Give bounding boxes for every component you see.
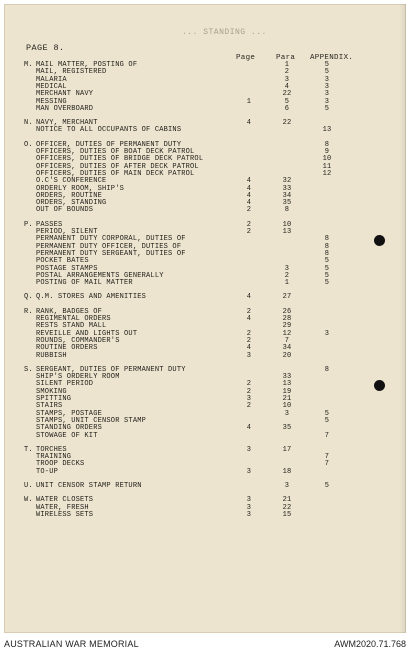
entry-page: 4 [246, 315, 252, 323]
entry-label: REVEILLE AND LIGHTS OUT [36, 329, 138, 338]
entry-appendix: 5 [324, 482, 330, 490]
entry-page: 4 [246, 191, 252, 200]
entry-label: POSTAL ARRANGEMENTS GENERALLY [36, 271, 164, 280]
entry-para: 29 [282, 322, 292, 331]
entry-page: 3 [246, 496, 252, 505]
entry-letter: M. [24, 61, 33, 69]
entry-label: SPITTING [36, 395, 72, 403]
entry-letter: W. [24, 496, 33, 505]
entry-para: 12 [282, 329, 292, 338]
entry-page: 2 [246, 336, 252, 345]
entry-label: OFFICERS, DUTIES OF MAIN DECK PATROL [36, 169, 195, 178]
entry-para: 33 [282, 373, 292, 382]
entry-letter: N. [24, 119, 33, 128]
entry-para: 35 [282, 424, 292, 433]
index-entry [4, 126, 406, 134]
entry-para: 21 [282, 395, 292, 403]
entry-page: 4 [246, 293, 252, 302]
entry-label: NOTICE TO ALL OCCUPANTS OF CABINS [36, 126, 182, 135]
entry-label: POSTAGE STAMPS [36, 264, 98, 273]
entry-para: 3 [284, 264, 290, 273]
entry-para: 28 [282, 315, 292, 323]
entry-letter: U. [24, 482, 33, 490]
header-smudge: ... STANDING ... [182, 28, 267, 37]
footer-bar [0, 634, 412, 653]
entry-page: 2 [246, 206, 252, 215]
entry-appendix: 13 [322, 126, 332, 135]
entry-label: STAIRS [36, 402, 63, 411]
entry-para: 22 [282, 90, 292, 99]
entry-page: 2 [246, 402, 252, 411]
entry-label: RUBBISH [36, 351, 67, 360]
entry-appendix: 12 [322, 169, 332, 178]
entry-label: ORDERLY ROOM, SHIP'S [36, 184, 125, 193]
entry-page: 4 [246, 424, 252, 433]
entry-label: STANDING ORDERS [36, 424, 103, 433]
entry-para: 8 [284, 206, 290, 215]
entry-page: 3 [246, 445, 252, 454]
entry-appendix: 8 [324, 242, 330, 251]
entry-letter: S. [24, 365, 33, 374]
entry-para: 35 [282, 199, 292, 208]
punch-hole-upper [374, 235, 385, 246]
entry-appendix: 3 [324, 90, 330, 99]
index-entry [4, 352, 406, 360]
entry-appendix: 3 [324, 82, 330, 91]
entry-label: PERMANENT DUTY SERGEANT, DUTIES OF [36, 249, 186, 258]
entry-label: RESTS STAND MALL [36, 322, 107, 331]
entry-page: 2 [246, 380, 252, 389]
entry-page: 4 [246, 184, 252, 193]
entry-label: WIRELESS SETS [36, 510, 94, 519]
entry-page: 2 [246, 228, 252, 236]
entry-label: TO-UP [36, 467, 59, 476]
footer-catalogue-number: AWM2020.71.768 [334, 639, 406, 649]
entry-appendix: 5 [324, 271, 330, 280]
entry-para: 3 [284, 409, 290, 418]
entry-appendix: 5 [324, 416, 330, 425]
entry-label: STAMPS, UNIT CENSOR STAMP [36, 416, 147, 425]
column-header-page: Page [236, 54, 256, 62]
entry-label: ROUNDS, COMMANDER'S [36, 336, 120, 345]
entry-label: MEDICAL [36, 82, 67, 91]
entry-page: 3 [246, 351, 252, 360]
entry-page: 3 [246, 510, 252, 519]
column-header-appendix: APPENDIX. [310, 54, 354, 62]
entry-para: 20 [282, 351, 292, 360]
entry-para: 18 [282, 467, 292, 476]
entry-label: TORCHES [36, 445, 67, 454]
entry-appendix: 11 [322, 162, 332, 171]
entry-para: 33 [282, 184, 292, 193]
entry-para: 10 [282, 220, 292, 229]
entry-label: ROUTINE ORDERS [36, 344, 98, 353]
entry-label: WATER CLOSETS [36, 496, 94, 505]
punch-hole-lower [374, 380, 385, 391]
entry-label: TROOP DECKS [36, 460, 85, 469]
entry-para: 3 [284, 75, 290, 84]
entry-label: PERMANENT DUTY OFFICER, DUTIES OF [36, 242, 182, 251]
entry-label: SERGEANT, DUTIES OF PERMANENT DUTY [36, 365, 186, 374]
page-label: PAGE 8. [26, 43, 65, 53]
entry-label: STOWAGE OF KIT [36, 431, 98, 440]
entry-para: 13 [282, 228, 292, 236]
entry-para: 7 [284, 336, 290, 345]
entry-letter: Q. [24, 293, 33, 302]
entry-appendix: 5 [324, 257, 330, 266]
entry-appendix: 8 [324, 249, 330, 258]
footer-institution: AUSTRALIAN WAR MEMORIAL [4, 639, 139, 649]
entry-label: RANK, BADGES OF [36, 307, 103, 316]
entry-para: 32 [282, 177, 292, 186]
entry-page: 1 [246, 97, 252, 106]
entry-page: 4 [246, 119, 252, 128]
index-entry [4, 206, 406, 214]
entry-appendix: 5 [324, 61, 330, 69]
entry-label: MALARIA [36, 75, 67, 84]
entry-label: MERCHANT NAVY [36, 90, 94, 99]
entry-appendix: 5 [324, 104, 330, 113]
column-header-para: Para [276, 54, 296, 62]
entry-para: 19 [282, 387, 292, 396]
entry-appendix: 7 [324, 453, 330, 462]
index-entry [4, 279, 406, 287]
entry-label: OFFICERS, DUTIES OF BOAT DECK PATROL [36, 148, 195, 156]
entry-appendix: 5 [324, 279, 330, 288]
document-page [4, 4, 406, 633]
entry-appendix: 5 [324, 68, 330, 77]
entry-page: 2 [246, 307, 252, 316]
entry-label: MAIL MATTER, POSTING OF [36, 61, 138, 69]
entry-appendix: 9 [324, 148, 330, 156]
entry-para: 26 [282, 307, 292, 316]
index-entry [4, 105, 406, 113]
entry-para: 34 [282, 344, 292, 353]
entry-page: 3 [246, 503, 252, 512]
entry-para: 34 [282, 191, 292, 200]
entry-appendix: 5 [324, 264, 330, 273]
entry-label: OFFICER, DUTIES OF PERMANENT DUTY [36, 140, 182, 149]
index-entry [4, 511, 406, 519]
entry-page: 3 [246, 467, 252, 476]
entry-para: 2 [284, 271, 290, 280]
entry-label: STAMPS, POSTAGE [36, 409, 103, 418]
entry-para: 22 [282, 503, 292, 512]
entry-label: UNIT CENSOR STAMP RETURN [36, 482, 142, 490]
entry-appendix: 7 [324, 431, 330, 440]
entry-label: OFFICERS, DUTIES OF AFTER DECK PATROL [36, 162, 199, 171]
entry-para: 2 [284, 68, 290, 77]
entry-appendix: 7 [324, 460, 330, 469]
index-entry [4, 432, 406, 440]
entry-label: MESSING [36, 97, 67, 106]
entry-para: 15 [282, 510, 292, 519]
entry-para: 22 [282, 119, 292, 128]
entry-label: OUT OF BOUNDS [36, 206, 94, 215]
index-entry [4, 293, 406, 301]
entry-label: MAN OVERBOARD [36, 104, 94, 113]
entry-label: O.C'S CONFERENCE [36, 177, 107, 186]
entry-para: 27 [282, 293, 292, 302]
entry-appendix: 8 [324, 140, 330, 149]
entry-label: REGIMENTAL ORDERS [36, 315, 111, 323]
entry-appendix: 3 [324, 329, 330, 338]
entry-label: PERIOD, SILENT [36, 228, 98, 236]
entry-label: POSTING OF MAIL MATTER [36, 279, 133, 288]
entry-para: 1 [284, 61, 290, 69]
entry-page: 2 [246, 220, 252, 229]
entry-page: 2 [246, 387, 252, 396]
entry-label: WATER, FRESH [36, 503, 89, 512]
entry-appendix: 3 [324, 75, 330, 84]
entry-label: MAIL, REGISTERED [36, 68, 107, 77]
entry-letter: T. [24, 445, 33, 454]
entry-label: ORDERS, ROUTINE [36, 191, 103, 200]
entry-para: 21 [282, 496, 292, 505]
entry-label: TRAINING [36, 453, 72, 462]
entry-para: 3 [284, 482, 290, 490]
entry-para: 17 [282, 445, 292, 454]
entry-label: NAVY, MERCHANT [36, 119, 98, 128]
entry-label: SILENT PERIOD [36, 380, 94, 389]
entry-label: SHIP'S ORDERLY ROOM [36, 373, 120, 382]
entry-para: 5 [284, 97, 290, 106]
entry-page: 3 [246, 395, 252, 403]
entry-page: 4 [246, 199, 252, 208]
entry-para: 13 [282, 380, 292, 389]
entry-label: POCKET BATES [36, 257, 89, 266]
entry-para: 1 [284, 279, 290, 288]
entry-appendix: 8 [324, 365, 330, 374]
entry-label: OFFICERS, DUTIES OF BRIDGE DECK PATROL [36, 155, 204, 164]
entry-label: SMOKING [36, 387, 67, 396]
entry-appendix: 8 [324, 235, 330, 244]
entry-letter: P. [24, 220, 33, 229]
index-list [4, 4, 406, 633]
entry-appendix: 10 [322, 155, 332, 164]
index-entry [4, 468, 406, 476]
entry-label: PERMANENT DUTY CORPORAL, DUTIES OF [36, 235, 186, 244]
entry-label: ORDERS, STANDING [36, 199, 107, 208]
entry-letter: O. [24, 140, 33, 149]
index-entry [4, 482, 406, 490]
entry-appendix: 5 [324, 409, 330, 418]
entry-label: Q.M. STORES AND AMENITIES [36, 293, 147, 302]
entry-page: 2 [246, 329, 252, 338]
entry-para: 4 [284, 82, 290, 91]
entry-page: 4 [246, 344, 252, 353]
entry-appendix: 3 [324, 97, 330, 106]
entry-para: 6 [284, 104, 290, 113]
entry-letter: R. [24, 307, 33, 316]
entry-label: PASSES [36, 220, 63, 229]
entry-para: 10 [282, 402, 292, 411]
entry-page: 4 [246, 177, 252, 186]
